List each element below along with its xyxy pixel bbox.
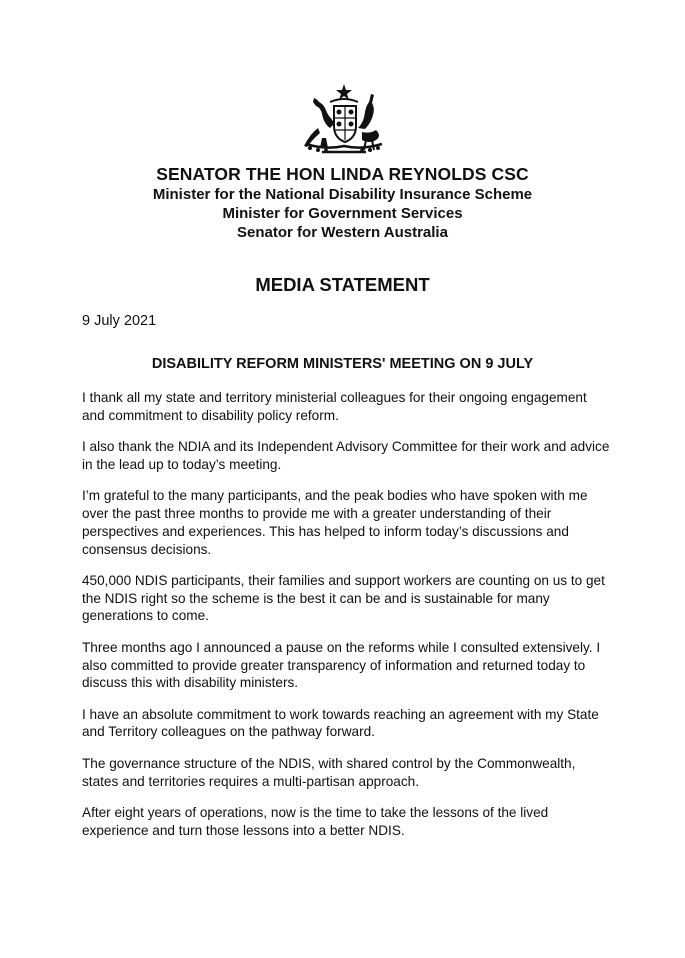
coat-of-arms-icon [296, 82, 392, 156]
minister-header [0, 163, 685, 242]
body-paragraph: I thank all my state and territory ministerial colleagues for their ongoing engagement and commitment to disability policy reform. [82, 390, 587, 423]
minister-role: Minister for Government Services [222, 205, 463, 222]
body-paragraph: I also thank the NDIA and its Independent Advisory Committee for their work and advice in the lead up to today’s meeting. [82, 439, 610, 472]
body-paragraph: Three months ago I announced a pause on the reforms while I consulted extensively. I also committed to provide greater transparency of information and returned today to discuss this with disability ministers. [82, 639, 601, 691]
body-paragraph: I’m grateful to the many participants, and the peak bodies who have spoken with me over the past three months to provide me with a greater understanding of their perspectives and experiences. This has helped to inform today’s discussions and consensus decisions. [82, 488, 588, 557]
statement-headline: DISABILITY REFORM MINISTERS' MEETING ON 9 JULY [151, 356, 534, 372]
body-paragraph: After eight years of operations, now is the time to take the lessons of the lived experience and turn those lessons into a better NDIS. [82, 804, 549, 838]
minister-role: Senator for Western Australia [237, 224, 448, 241]
minister-name: SENATOR THE HON LINDA REYNOLDS CSC [156, 164, 529, 184]
minister-role: Minister for the National Disability Insurance Scheme [152, 186, 533, 203]
body-paragraph: I have an absolute commitment to work towards reaching an agreement with my State and Territory colleagues on the pathway forward. [82, 706, 599, 740]
body-paragraph: 450,000 NDIS participants, their families and support workers are counting on us to get the NDIS right so the scheme is the best it can be and is sustainable for many generations to come. [82, 572, 605, 624]
statement-date: 9 July 2021 [82, 313, 157, 329]
body-paragraph: The governance structure of the NDIS, with shared control by the Commonwealth, states and territories requires a multi-partisan approach. [82, 755, 576, 789]
statement-body [82, 389, 612, 853]
statement-type-heading: MEDIA STATEMENT [255, 274, 430, 295]
